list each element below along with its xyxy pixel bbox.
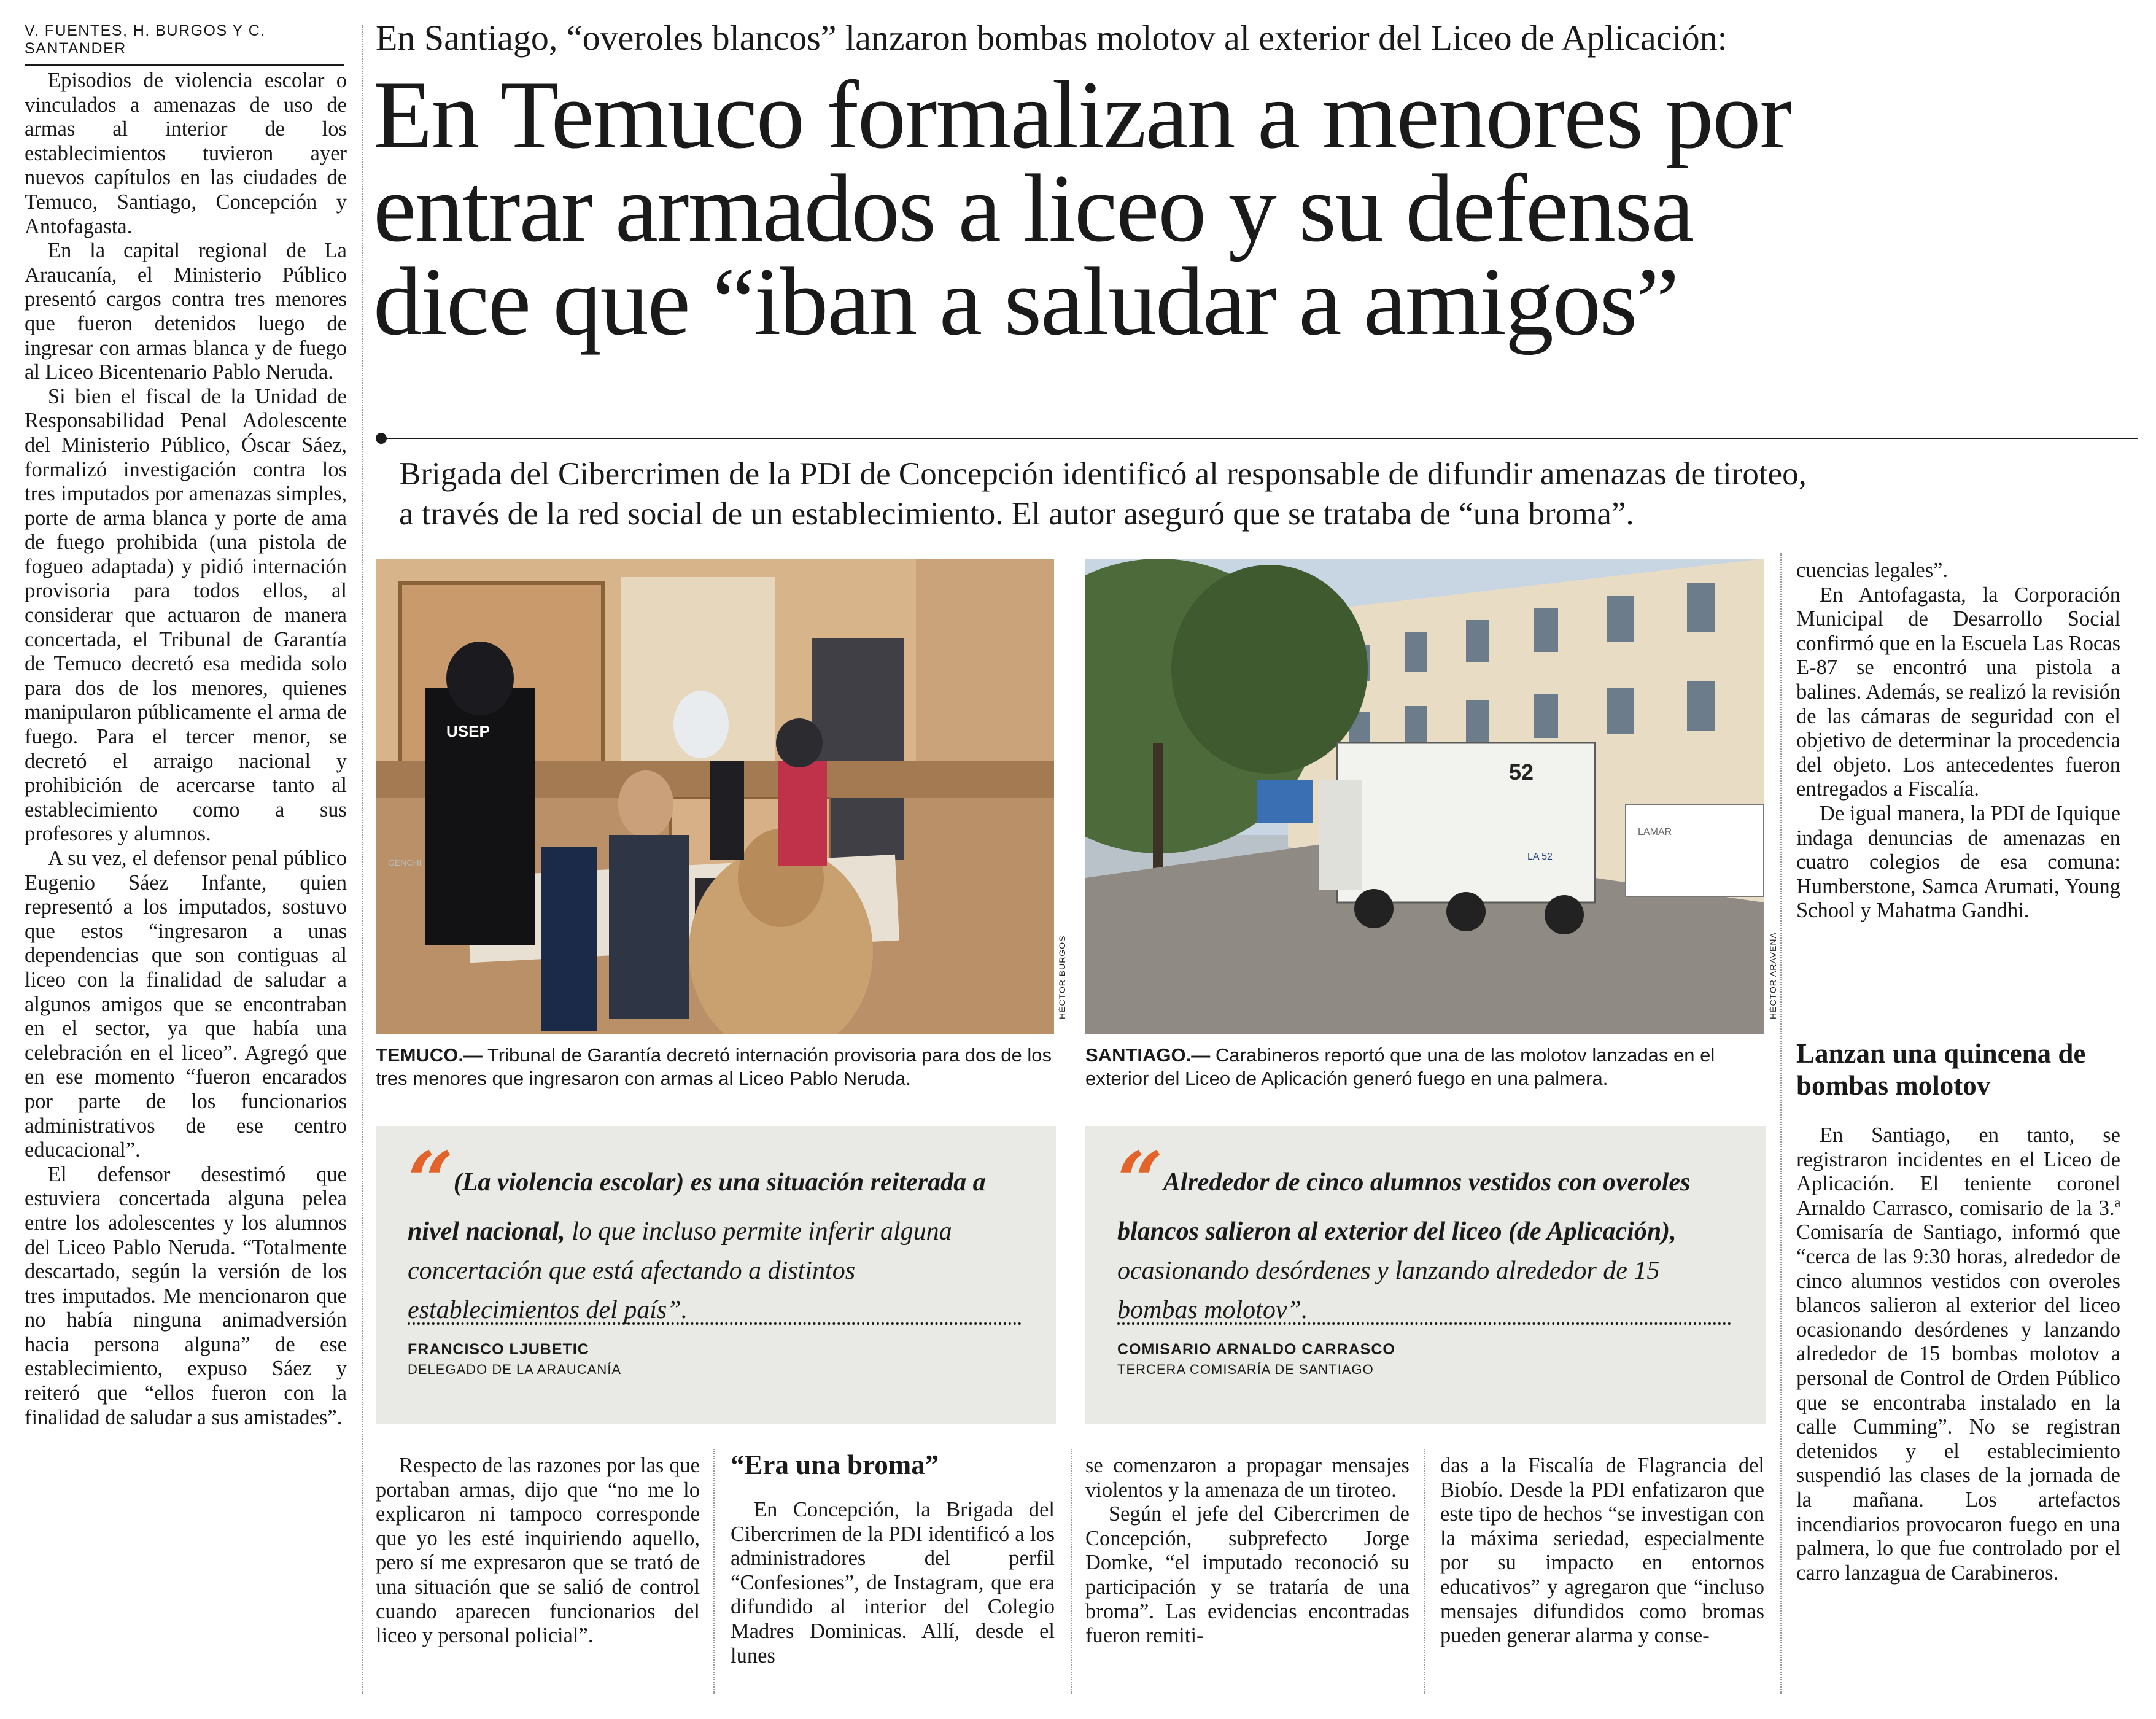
photo-credit: HÉCTOR BURGOS	[1057, 935, 1067, 1019]
quote-mark: “	[1117, 1134, 1163, 1228]
caption-place: SANTIAGO.—	[1085, 1044, 1211, 1066]
quote-rest: lo que incluso permite inferir alguna concertación que está afectando a distintos establecimientos del país”.	[408, 1217, 952, 1324]
bottom-column-3	[1085, 1454, 1410, 1648]
column-divider	[362, 25, 363, 1694]
bottom-column-2	[731, 1498, 1055, 1668]
quote-bold: Alrededor de cinco alumnos vestidos con overoles blancos salieron al exterior del liceo (de Aplicación),	[1117, 1168, 1691, 1246]
headline	[373, 61, 2135, 355]
bottom-column-1	[376, 1454, 700, 1648]
quote-body	[408, 1134, 1022, 1330]
truck-number: 52	[1509, 759, 1534, 785]
courtroom-illustration	[376, 559, 1054, 1034]
paragraph: En la capital regional de La Araucanía, el Ministerio Público presentó cargos contra tres menores que fueron detenidos luego de ingresar con armas blanca y de fuego al Liceo Bicentenario Pablo Neruda.	[25, 239, 347, 384]
jacket-label: GENCHI	[388, 858, 422, 867]
truck-plate: LA 52	[1527, 852, 1553, 862]
paragraph: cuencias legales”.	[1796, 559, 1949, 582]
bus-label: LAMAR	[1638, 827, 1672, 837]
column-divider	[713, 1449, 715, 1694]
paragraph: En Santiago, en tanto, se registraron incidentes en el Liceo de Aplicación. El teniente coronel Arnaldo Carrasco, comisario de la 3.ª Comisaría de Santiago, informó que “cerca de las 9:30 horas, alrededor de cinco alumnos vestidos con overoles blancos salieron al exterior del liceo ocasionando desórdenes y lanzando alrededor de 15 bombas molotov a personal de Control de Orden Público que se encontraba instalado en la calle Cumming”. No se registran detenidos y el establecimiento suspendió las clases de la jornada de la mañana. Los artefactos incendiarios provocaron fuego en una palmera, lo que fue controlado por el carro lanzagua de Carabineros.	[1796, 1123, 2120, 1585]
quote-rest: ocasionando desórdenes y lanzando alrededor de 15 bombas molotov”.	[1117, 1257, 1660, 1324]
kicker: En Santiago, “overoles blancos” lanzaron bombas molotov al exterior del Liceo de Aplicación:	[376, 18, 1728, 58]
deck-line: a través de la red social de un establecimiento. El autor aseguró que se trataba de “una broma”.	[399, 496, 1634, 532]
paragraph: se comenzaron a propagar mensajes violentos y la amenaza de un tiroteo.	[1085, 1454, 1410, 1502]
deck-line: Brigada del Cibercrimen de la PDI de Concepción identificó al responsable de difundir amenazas de tiroteo,	[399, 456, 1807, 492]
santiago-caption	[1085, 1044, 1767, 1090]
column-divider	[1071, 1449, 1072, 1694]
quote-body	[1117, 1134, 1731, 1330]
pull-quote-box	[376, 1126, 1056, 1424]
deck	[399, 454, 2136, 534]
headline-line: dice que “iban a saludar a amigos”	[373, 248, 1678, 355]
paragraph: Si bien el fiscal de la Unidad de Responsabilidad Penal Adolescente del Ministerio Público, Óscar Sáez, formalizó investigación contra los tres imputados por amenazas simples, porte de arma blanca y porte de ama de fuego prohibida (una pistola de fogueo adaptada) y pidió internación provisoria para todos ellos, al considerar que actuaron de manera concertada, el Tribunal de Garantía de Temuco decretó esa medida solo para dos de los menores, quienes manipularon públicamente el arma de fuego. Para el tercer menor, se decretó el arraigo nacional y prohibición de acercarse tanto al establecimiento como a sus profesores y alumnos.	[25, 384, 347, 846]
street-illustration	[1085, 559, 1764, 1034]
right-article-column-2	[1796, 1123, 2120, 1585]
paragraph: Según el jefe del Cibercrimen de Concepción, subprefecto Jorge Domke, “el imputado reconoció su participación y se trataría de una broma”. Las evidencias encontradas fueron remiti-	[1085, 1502, 1410, 1648]
quote-text	[1117, 1134, 1731, 1330]
paragraph: De igual manera, la PDI de Iquique indaga denuncias de amenazas en cuatro colegios de esa comuna: Humberstone, Samca Arumati, Young School y Mahatma Gandhi.	[1796, 801, 2120, 923]
byline: V. FUENTES, H. BURGOS Y C. SANTANDER	[25, 22, 344, 66]
paragraph: En Concepción, la Brigada del Cibercrimen de la PDI identificó a los administradores del perfil “Confesiones”, de Instagram, que era difundido al interior del Colegio Madres Dominicas. Allí, desde el lunes	[731, 1498, 1055, 1667]
paragraph: das a la Fiscalía de Flagrancia del Biobío. Desde la PDI enfatizaron que este tipo de hechos “se investigan con la máxima seriedad, especialmente por su impacto en entornos educativos” y agregaron que “incluso mensajes difundidos como bromas pueden generar alarma y conse-	[1440, 1454, 1764, 1648]
quote-rule	[1117, 1322, 1731, 1325]
quote-mark: “	[408, 1134, 454, 1228]
column-divider	[1780, 553, 1782, 1694]
vest-label: USEP	[446, 722, 490, 740]
left-article-column	[25, 69, 347, 1430]
quote-author: FRANCISCO LJUBETIC	[408, 1341, 589, 1358]
quote-bold: (La violencia escolar) es una situación reiterada a nivel nacional,	[408, 1168, 986, 1246]
quote-rule	[408, 1322, 1022, 1325]
santiago-street-photo	[1085, 559, 1764, 1034]
caption-place: TEMUCO.—	[376, 1044, 483, 1066]
temuco-courtroom-photo	[376, 559, 1054, 1034]
caption-text: Tribunal de Garantía decretó internación provisoria para dos de los tres menores que ingresaron con armas al Liceo Pablo Neruda.	[376, 1044, 1052, 1089]
right-article-column	[1796, 559, 2120, 923]
section-heading: Lanzan una quincena de bombas molotov	[1796, 1038, 2086, 1101]
bottom-column-4	[1440, 1454, 1764, 1648]
quote-author: COMISARIO ARNALDO CARRASCO	[1117, 1341, 1395, 1358]
quote-text	[408, 1134, 1022, 1330]
headline-rule	[376, 438, 2138, 439]
photo-credit: HÉCTOR ARAVENA	[1768, 932, 1778, 1019]
paragraph: En Antofagasta, la Corporación Municipal de Desarrollo Social confirmó que en la Escuela Las Rocas E-87 se encontró una pistola a balines. Además, se realizó la revisión de las cámaras de seguridad con el objetivo de determinar la procedencia del objeto. Los antecedentes fueron entregados a Fiscalía.	[1796, 583, 2120, 801]
paragraph: A su vez, el defensor penal público Eugenio Sáez Infante, quien representó a los imputados, sostuvo que estos “ingresaron a unas dependencias que son contiguas al liceo con la finalidad de saludar a algunos amigos que se encontraban en el sector, ya que había una celebración en el liceo”. Agregó que en ese momento “fueron encarados por parte de los funcionarios administrativos de ese centro educacional”.	[25, 847, 347, 1162]
headline-line: En Temuco formalizan a menores por	[373, 61, 1791, 169]
paragraph: Respecto de las razones por las que portaban armas, dijo que “no me lo explicaron ni tampoco corresponde que yo les esté inquiriendo aquello, pero sí me expresaron que se trató de una situación que se salió de control cuando aparecen funcionarios del liceo y personal policial”.	[376, 1454, 700, 1648]
paragraph: Episodios de violencia escolar o vinculados a amenazas de uso de armas al interior de los establecimientos tuvieron ayer nuevos capítulos en las ciudades de Temuco, Santiago, Concepción y Antofagasta.	[25, 69, 347, 238]
section-heading: “Era una broma”	[731, 1449, 939, 1480]
temuco-caption	[376, 1044, 1057, 1090]
quote-author-role: DELEGADO DE LA ARAUCANÍA	[408, 1362, 621, 1377]
caption-text: Carabineros reportó que una de las molotov lanzadas en el exterior del Liceo de Aplicación generó fuego en una palmera.	[1085, 1044, 1715, 1089]
paragraph: El defensor desestimó que estuviera concertada alguna pelea entre los adolescentes y los alumnos del Liceo Pablo Neruda. “Totalmente descartado, según la versión de los tres imputados. Me mencionaron que no había ninguna animadversión hacia persona alguna” de ese establecimiento, expuso Sáez y reiteró que “ellos fueron con la finalidad de saludar a sus amistades”.	[25, 1162, 347, 1429]
column-divider	[1424, 1449, 1425, 1694]
pull-quote-box	[1085, 1126, 1766, 1424]
quote-author-role: TERCERA COMISARÍA DE SANTIAGO	[1117, 1362, 1374, 1377]
rule-marker	[376, 433, 387, 444]
headline-line: entrar armados a liceo y su defensa	[373, 155, 1693, 262]
